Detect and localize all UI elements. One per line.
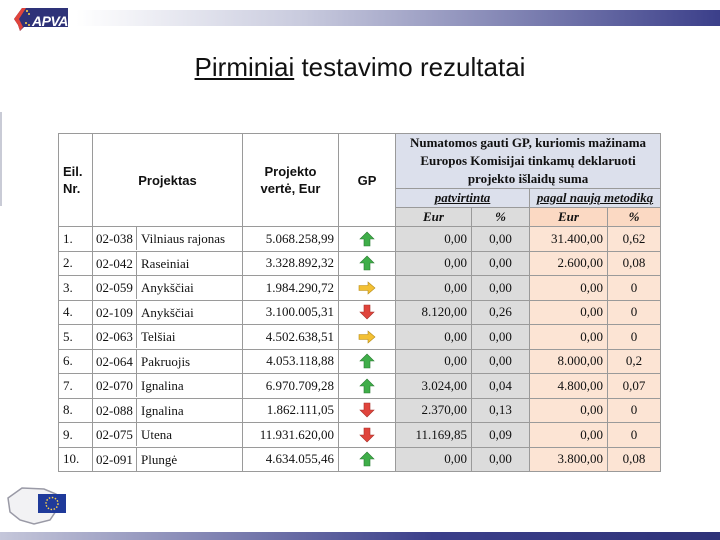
cell-nr: 6. <box>59 349 93 374</box>
header-conf-eur: Eur <box>396 208 472 227</box>
cell-gp <box>339 398 396 423</box>
cell-project <box>93 349 243 374</box>
title-rest: testavimo rezultatai <box>294 52 526 82</box>
arrow-down-icon <box>339 427 395 443</box>
cell-project <box>93 398 243 423</box>
project-name: Vilniaus rajonas <box>141 231 226 247</box>
project-code: 02-038 <box>93 227 137 250</box>
project-name: Utena <box>141 427 173 443</box>
arrow-down-icon <box>339 304 395 320</box>
arrow-up-icon <box>339 378 395 394</box>
results-table <box>58 133 661 472</box>
project-code: 02-075 <box>93 423 137 446</box>
table-row <box>59 349 661 374</box>
project-name: Raseiniai <box>141 255 190 271</box>
cell-nr: 7. <box>59 374 93 399</box>
header-nr: Eil. Nr. <box>59 134 93 227</box>
header-new-pct: % <box>608 208 661 227</box>
cell-value: 4.053.118,88 <box>243 349 339 374</box>
lithuania-eu-icon <box>4 480 72 530</box>
cell-gp <box>339 325 396 350</box>
cell-project <box>93 325 243 350</box>
cell-project <box>93 251 243 276</box>
cell-value: 3.100.005,31 <box>243 300 339 325</box>
cell-value: 6.970.709,28 <box>243 374 339 399</box>
cell-gp <box>339 276 396 301</box>
apva-logo-icon <box>10 5 72 33</box>
cell-nr: 1. <box>59 227 93 252</box>
cell-new-pct: 0 <box>608 325 661 350</box>
cell-new-pct: 0,07 <box>608 374 661 399</box>
cell-value: 3.328.892,32 <box>243 251 339 276</box>
cell-conf-eur: 0,00 <box>396 251 472 276</box>
project-name: Telšiai <box>141 329 176 345</box>
cell-project <box>93 227 243 252</box>
arrow-up-icon <box>339 231 395 247</box>
cell-nr: 2. <box>59 251 93 276</box>
cell-nr: 4. <box>59 300 93 325</box>
page-title <box>0 52 720 83</box>
cell-conf-pct: 0,00 <box>472 251 530 276</box>
cell-value: 11.931.620,00 <box>243 423 339 448</box>
table-row <box>59 423 661 448</box>
table-row <box>59 276 661 301</box>
cell-conf-eur: 0,00 <box>396 349 472 374</box>
cell-new-pct: 0 <box>608 300 661 325</box>
cell-new-eur: 0,00 <box>530 325 608 350</box>
cell-new-pct: 0 <box>608 276 661 301</box>
cell-gp <box>339 374 396 399</box>
cell-conf-eur: 2.370,00 <box>396 398 472 423</box>
cell-conf-eur: 8.120,00 <box>396 300 472 325</box>
cell-gp <box>339 227 396 252</box>
cell-new-eur: 3.800,00 <box>530 447 608 472</box>
cell-new-pct: 0 <box>608 423 661 448</box>
project-code: 02-063 <box>93 325 137 348</box>
cell-gp <box>339 447 396 472</box>
cell-gp <box>339 349 396 374</box>
cell-project <box>93 276 243 301</box>
header-project: Projektas <box>93 134 243 227</box>
header-new-eur: Eur <box>530 208 608 227</box>
project-code: 02-091 <box>93 448 137 471</box>
header-confirmed: patvirtinta <box>396 189 530 208</box>
cell-project <box>93 447 243 472</box>
project-name: Plungė <box>141 451 178 467</box>
project-name: Anykščiai <box>141 280 194 296</box>
cell-value: 4.634.055,46 <box>243 447 339 472</box>
table-row <box>59 325 661 350</box>
cell-new-eur: 31.400,00 <box>530 227 608 252</box>
table-row <box>59 447 661 472</box>
table-row <box>59 398 661 423</box>
project-name: Anykščiai <box>141 304 194 320</box>
left-edge-accent <box>0 112 2 206</box>
header-new-method: pagal naują metodiką <box>530 189 661 208</box>
cell-gp <box>339 251 396 276</box>
cell-gp <box>339 300 396 325</box>
header-group: Numatomos gauti GP, kuriomis mažinama Europos Komisijai tinkamų deklaruoti projekto išlaidų suma <box>396 134 661 189</box>
cell-new-eur: 0,00 <box>530 423 608 448</box>
cell-new-pct: 0,2 <box>608 349 661 374</box>
arrow-up-icon <box>339 451 395 467</box>
cell-new-pct: 0,08 <box>608 251 661 276</box>
table-row <box>59 374 661 399</box>
cell-conf-pct: 0,26 <box>472 300 530 325</box>
cell-conf-pct: 0,00 <box>472 349 530 374</box>
cell-conf-pct: 0,00 <box>472 325 530 350</box>
cell-conf-pct: 0,00 <box>472 227 530 252</box>
cell-new-eur: 8.000,00 <box>530 349 608 374</box>
cell-nr: 8. <box>59 398 93 423</box>
title-underlined-word: Pirminiai <box>194 52 295 82</box>
cell-new-pct: 0,08 <box>608 447 661 472</box>
project-name: Pakruojis <box>141 353 191 369</box>
header-gradient-bar <box>76 10 720 26</box>
cell-value: 1.862.111,05 <box>243 398 339 423</box>
cell-conf-pct: 0,00 <box>472 276 530 301</box>
cell-project <box>93 423 243 448</box>
cell-project <box>93 300 243 325</box>
cell-new-eur: 0,00 <box>530 276 608 301</box>
cell-conf-pct: 0,09 <box>472 423 530 448</box>
cell-conf-eur: 0,00 <box>396 227 472 252</box>
cell-conf-pct: 0,13 <box>472 398 530 423</box>
table-row <box>59 251 661 276</box>
cell-project <box>93 374 243 399</box>
cell-nr: 10. <box>59 447 93 472</box>
project-code: 02-064 <box>93 350 137 373</box>
header-value: Projekto vertė, Eur <box>243 134 339 227</box>
cell-new-eur: 4.800,00 <box>530 374 608 399</box>
cell-conf-pct: 0,00 <box>472 447 530 472</box>
cell-conf-eur: 3.024,00 <box>396 374 472 399</box>
cell-conf-pct: 0,04 <box>472 374 530 399</box>
project-code: 02-059 <box>93 276 137 299</box>
arrow-down-icon <box>339 402 395 418</box>
cell-conf-eur: 0,00 <box>396 325 472 350</box>
header-gp: GP <box>339 134 396 227</box>
cell-conf-eur: 0,00 <box>396 447 472 472</box>
cell-new-eur: 0,00 <box>530 398 608 423</box>
arrow-up-icon <box>339 255 395 271</box>
cell-new-eur: 2.600,00 <box>530 251 608 276</box>
cell-conf-eur: 0,00 <box>396 276 472 301</box>
cell-value: 4.502.638,51 <box>243 325 339 350</box>
logo-text: APVA <box>32 13 68 29</box>
table-row <box>59 300 661 325</box>
cell-conf-eur: 11.169,85 <box>396 423 472 448</box>
project-name: Ignalina <box>141 402 184 418</box>
project-code: 02-042 <box>93 252 137 275</box>
arrow-up-icon <box>339 353 395 369</box>
cell-gp <box>339 423 396 448</box>
project-code: 02-109 <box>93 301 137 324</box>
cell-new-eur: 0,00 <box>530 300 608 325</box>
table-row <box>59 227 661 252</box>
cell-new-pct: 0,62 <box>608 227 661 252</box>
cell-value: 5.068.258,99 <box>243 227 339 252</box>
cell-nr: 3. <box>59 276 93 301</box>
header-conf-pct: % <box>472 208 530 227</box>
project-code: 02-088 <box>93 399 137 422</box>
cell-nr: 9. <box>59 423 93 448</box>
project-name: Ignalina <box>141 378 184 394</box>
cell-value: 1.984.290,72 <box>243 276 339 301</box>
arrow-right-icon <box>339 281 395 295</box>
cell-nr: 5. <box>59 325 93 350</box>
cell-new-pct: 0 <box>608 398 661 423</box>
footer-gradient-bar <box>0 532 720 540</box>
project-code: 02-070 <box>93 374 137 397</box>
arrow-right-icon <box>339 330 395 344</box>
